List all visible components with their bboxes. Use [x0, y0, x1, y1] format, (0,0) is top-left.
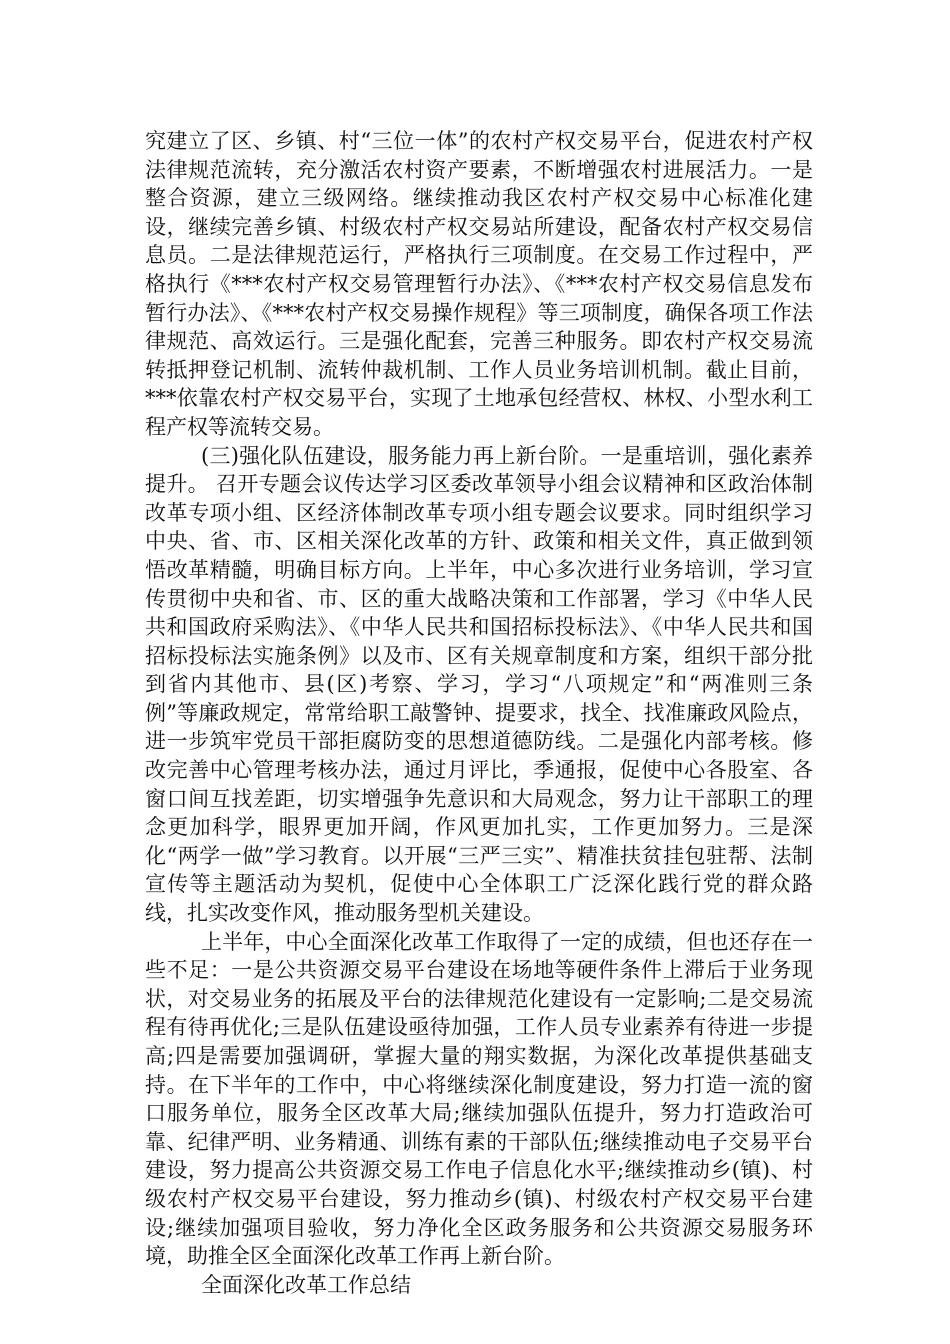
- paragraph-team-building: (三)强化队伍建设，服务能力再上新台阶。一是重培训，强化素养提升。 召开专题会议传达学习区委改革领导小组会议精神和区政治体制改革专项小组、区经济体制改革专项小组专题会议要求。同时组织学习中央、省、市、区相关深化改革的方针、政策和相关文件，真正做到领悟改革精髓，明确目标方向。上半年，中心多次进行业务培训，学习宣传贯彻中央和省、市、区的重大战略决策和工作部署，学习《中华人民共和国政府采购法》、《中华人民共和国招标投标法》、《中华人民共和国招标投标法实施条例》以及市、区有关规章制度和方案，组织干部分批到省内其他市、县(区)考察、学习，学习“八项规定”和“两准则三条例”等廉政规定，常常给职工敲警钟、提要求，找全、找准廉政风险点，进一步筑牢党员干部拒腐防变的思想道德防线。二是强化内部考核。修改完善中心管理考核办法，通过月评比，季通报，促使中心各股室、各窗口间互找差距，切实增强争先意识和大局观念，努力让干部职工的理念更加科学，眼界更加开阔，作风更加扎实，工作更加努力。三是深化“两学一做”学习教育。以开展“三严三实”、精准扶贫挂包驻帮、法制宣传等主题活动为契机，促使中心全体职工广泛深化践行党的群众路线，扎实改变作风，推动服务型机关建设。: [145, 443, 813, 926]
- paragraph-summary-shortcomings: 上半年，中心全面深化改革工作取得了一定的成绩，但也还存在一些不足：一是公共资源交易平台建设在场地等硬件条件上滞后于业务现状，对交易业务的拓展及平台的法律规范化建设有一定影响;二是交易流程有待再优化;三是队伍建设亟待加强，工作人员专业素养有待进一步提高;四是需要加强调研，掌握大量的翔实数据，为深化改革提供基础支持。在下半年的工作中，中心将继续深化制度建设，努力打造一流的窗口服务单位，服务全区改革大局;继续加强队伍提升，努力打造政治可靠、纪律严明、业务精通、训练有素的干部队伍;继续推动电子交易平台建设，努力提高公共资源交易工作电子信息化水平;继续推动乡(镇)、村级农村产权交易平台建设，努力推动乡(镇)、村级农村产权交易平台建设;继续加强项目验收，努力净化全区政务服务和公共资源交易服务环境，助推全区全面深化改革工作再上新台阶。: [145, 929, 813, 1269]
- closing-title: 全面深化改革工作总结: [201, 1272, 411, 1297]
- document-page: [145, 127, 813, 1299]
- paragraph-rural-property-trading: 究建立了区、乡镇、村“三位一体”的农村产权交易平台，促进农村产权法律规范流转，充分激活农村资产要素，不断增强农村进展活力。一是整合资源，建立三级网络。继续推动我区农村产权交易中心标准化建设，继续完善乡镇、村级农村产权交易站所建设，配备农村产权交易信息员。二是法律规范运行，严格执行三项制度。在交易工作过程中，严格执行《***农村产权交易管理暂行办法》、《***农村产权交易信息发布暂行办法》、《***农村产权交易操作规程》等三项制度，确保各项工作法律规范、高效运行。三是强化配套，完善三种服务。即农村产权交易流转抵押登记机制、流转仲裁机制、工作人员业务培训机制。截止目前，***依靠农村产权交易平台，实现了土地承包经营权、林权、小型水利工程产权等流转交易。: [145, 129, 813, 439]
